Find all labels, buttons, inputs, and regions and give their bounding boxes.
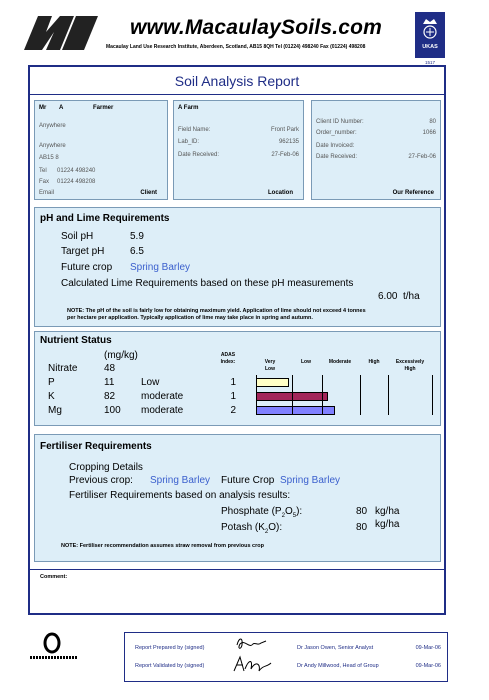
lime-value: 6.00 — [378, 291, 398, 302]
client-surname: Farmer — [93, 105, 114, 111]
nutrient-name: K — [48, 391, 55, 402]
scale-very-low-1: Very — [264, 359, 276, 365]
potash-unit: kg/ha — [375, 519, 400, 530]
order-number-label: Order_number: — [316, 130, 357, 136]
nutrient-value: 48 — [104, 363, 116, 374]
client-tel: 01224 498240 — [57, 168, 96, 174]
macaulay-logo — [24, 16, 98, 50]
macaulay-institute-logo — [40, 632, 64, 654]
nutrient-status: moderate — [141, 391, 184, 402]
validated-by: Dr Andy Millwood, Head of Group — [297, 663, 379, 669]
scale-gridline — [432, 375, 433, 415]
nutrient-status: Low — [141, 377, 160, 388]
previous-crop-value: Spring Barley — [150, 475, 211, 486]
adas-index: 2 — [230, 405, 236, 416]
scale-gridline — [292, 375, 293, 415]
scale-high: High — [368, 359, 380, 365]
nutrient-level-bar — [256, 378, 289, 387]
fertiliser-heading: Fertiliser Requirements — [40, 441, 152, 452]
client-tel-label: Tel — [39, 168, 47, 174]
order-number: 1066 — [422, 130, 436, 136]
location-box — [173, 100, 304, 200]
client-initial: A — [59, 105, 64, 111]
fert-future-crop-label: Future Crop — [221, 475, 275, 486]
client-box — [34, 100, 168, 200]
client-caption: Client — [140, 190, 157, 196]
prepared-label: Report Prepared by (signed) — [135, 645, 205, 651]
crown-icon — [415, 12, 445, 42]
prepared-signature — [233, 635, 269, 653]
report-title: Soil Analysis Report — [174, 73, 300, 89]
phosphate-label: Phosphate $(P_2O_5)$: — [221, 506, 303, 519]
potash-value: 80 — [356, 522, 368, 533]
prepared-by: Dr Jason Owen, Senior Analyst — [297, 645, 374, 651]
ph-heading: pH and Lime Requirements — [40, 213, 170, 224]
field-name-label: Field Name: — [178, 127, 211, 133]
nutrient-name: Mg — [48, 405, 62, 416]
scale-very-low-2: Low — [265, 366, 275, 372]
future-crop-value: Spring Barley — [130, 262, 191, 273]
validated-label: Report Validated by (signed) — [135, 663, 205, 669]
soil-ph-value: 5.9 — [130, 231, 144, 242]
ukas-number: 1517 — [424, 60, 435, 65]
lime-unit: t/ha — [403, 291, 420, 302]
client-salutation: Mr — [39, 105, 47, 111]
reference-caption: Our Reference — [392, 190, 434, 196]
validated-date: 09-Mar-06 — [415, 663, 441, 669]
nutrient-level-bar — [256, 406, 335, 415]
date-received: 27-Feb-06 — [271, 152, 299, 158]
fert-requirements-text: Fertiliser Requirements based on analysis results: — [69, 490, 291, 501]
fert-future-crop-value: Spring Barley — [280, 475, 341, 486]
adas-label-2: Index: — [220, 359, 236, 365]
nutrient-name: Nitrate — [48, 363, 78, 374]
adas-index: 1 — [230, 391, 236, 402]
nutrient-heading: Nutrient Status — [40, 335, 112, 346]
scale-excessively-2: High — [404, 366, 416, 372]
lime-requirement-text: Calculated Lime Requirements based on these pH measurements — [61, 278, 354, 289]
nutrient-name: P — [48, 377, 55, 388]
scale-gridline — [322, 375, 323, 415]
scale-gridline — [256, 375, 257, 415]
phosphate-value: 80 — [356, 506, 368, 517]
phosphate-unit: kg/ha — [375, 506, 400, 517]
scale-moderate: Moderate — [328, 359, 352, 365]
ph-note-line2: per hectare per application. Typically application of lime may take place in spring and autumn. — [67, 315, 313, 321]
cropping-details: Cropping Details — [69, 462, 143, 473]
location-caption: Location — [268, 190, 293, 196]
ukas-label: UKAS — [422, 44, 438, 50]
nutrient-value: 82 — [104, 391, 116, 402]
client-fax-label: Fax — [39, 179, 50, 185]
client-id: 80 — [429, 119, 436, 125]
client-address-1: Anywhere — [39, 123, 66, 129]
institute-address: Macaulay Land Use Research Institute, Aberdeen, Scotland, AB15 8QH Tel (01224) 498240 Fax (01224) 498208 — [106, 44, 366, 50]
scale-gridline — [388, 375, 389, 415]
ref-date-received-label: Date Received: — [316, 154, 358, 160]
soil-ph-label: Soil pH — [61, 231, 94, 242]
reference-box — [311, 100, 441, 200]
scale-gridline — [360, 375, 361, 415]
ukas-badge — [415, 12, 445, 58]
date-received-label: Date Received: — [178, 152, 220, 158]
scale-excessively-1: Excessively — [395, 359, 425, 365]
title-divider — [30, 94, 444, 95]
institute-logo-text — [30, 656, 78, 659]
ref-date-received: 27-Feb-06 — [408, 154, 436, 160]
nutrient-status: moderate — [141, 405, 184, 416]
client-email-label: Email — [39, 190, 55, 196]
nutrient-value: 100 — [104, 405, 121, 416]
comment-divider — [30, 569, 444, 570]
comment-label: Comment: — [40, 574, 68, 580]
signature-box — [124, 632, 448, 682]
prepared-date: 09-Mar-06 — [415, 645, 441, 651]
client-address-2: Anywhere — [39, 143, 66, 149]
field-name: Front Park — [270, 127, 299, 133]
date-invoiced-label: Date Invoiced: — [316, 143, 355, 149]
website-url[interactable]: www.MacaulaySoils.com — [130, 16, 383, 39]
target-ph-value: 6.5 — [130, 246, 144, 257]
nutrient-value: 11 — [104, 377, 115, 388]
nutrient-unit: (mg/kg) — [104, 350, 138, 361]
fertiliser-note: NOTE: Fertiliser recommendation assumes straw removal from previous crop — [61, 543, 264, 549]
potash-label: Potash $(K_2O)$: — [221, 522, 283, 535]
lab-id-label: Lab_ID: — [178, 139, 200, 145]
lab-id: 962135 — [278, 139, 299, 145]
adas-index: 1 — [230, 377, 236, 388]
client-postcode: AB15 8 — [39, 155, 59, 161]
farm-name: A Farm — [178, 105, 199, 111]
future-crop-label: Future crop — [61, 262, 113, 273]
adas-label-1: ADAS — [220, 352, 236, 358]
previous-crop-label: Previous crop: — [69, 475, 133, 486]
target-ph-label: Target pH — [61, 246, 105, 257]
validated-signature — [231, 653, 275, 677]
ph-note-line1: NOTE: The pH of the soil is fairly low for obtaining maximum yield. Application of lime should not exceed 4 tonnes — [67, 308, 366, 314]
client-fax: 01224 498208 — [57, 179, 96, 185]
client-id-label: Client ID Number: — [316, 119, 364, 125]
scale-low: Low — [301, 359, 311, 365]
